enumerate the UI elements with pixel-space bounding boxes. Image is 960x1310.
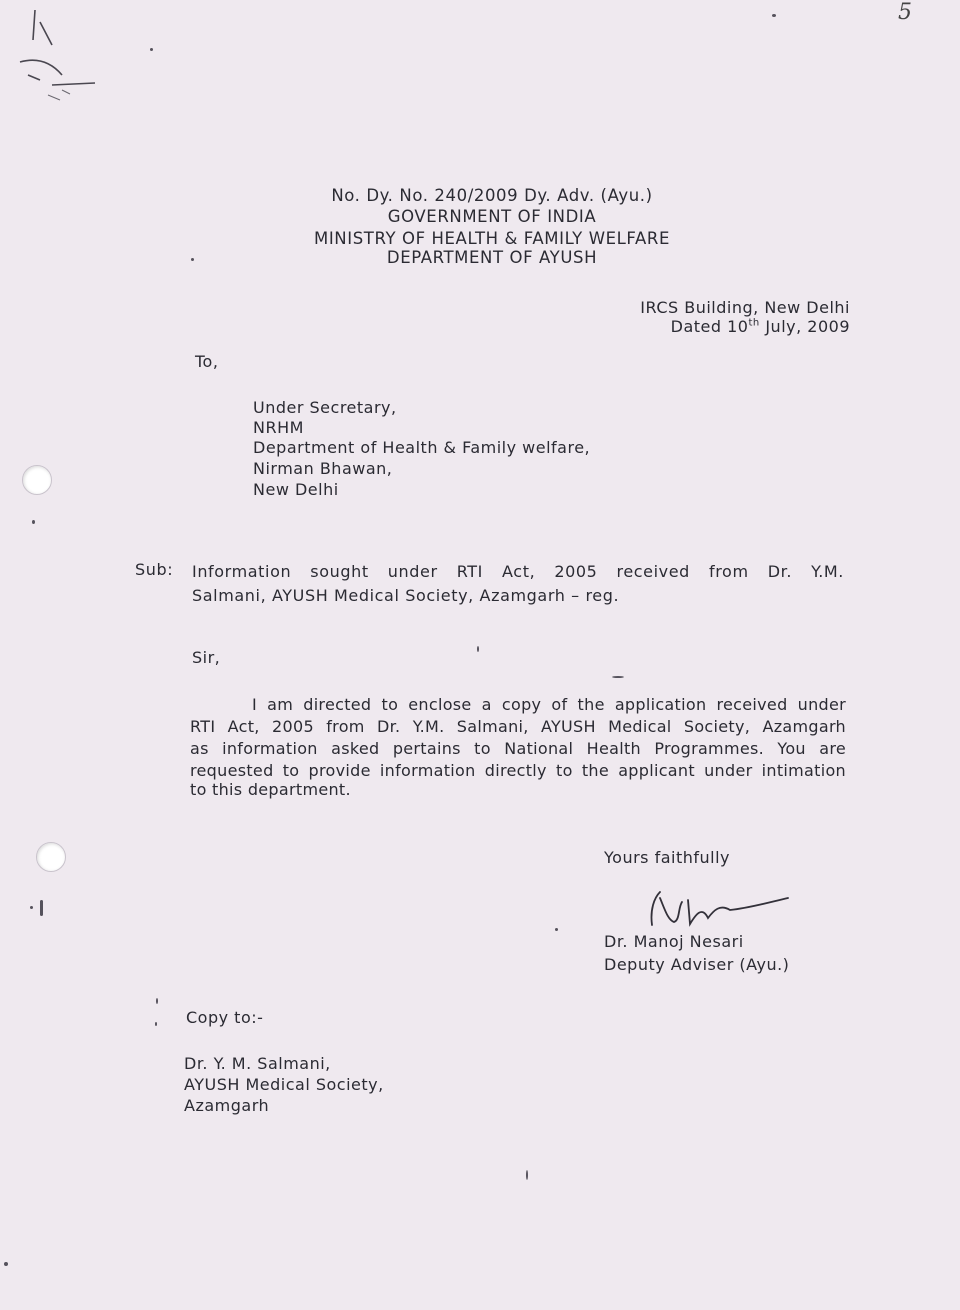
closing: Yours faithfully [604,848,731,867]
to-label: To, [195,352,219,371]
subject-line: Salmani, AYUSH Medical Society, Azamgarh – reg. [192,586,620,605]
copy-to-line: Dr. Y. M. Salmani, [184,1054,331,1073]
punch-hole [36,842,66,872]
addressee-line: Nirman Bhawan, [253,459,393,478]
ink-speck [150,48,153,51]
addressee-line: Under Secretary, [253,398,397,417]
body-line: to this department. [190,780,351,799]
date-line [671,317,850,336]
addressee-line: New Delhi [253,480,339,499]
copy-to-label: Copy to:- [186,1008,264,1027]
ink-speck [477,646,479,652]
ink-speck [156,998,158,1004]
date-suffix: July, 2009 [759,317,850,336]
date-prefix: Dated 10 [670,317,749,336]
copy-to-line: AYUSH Medical Society, [184,1075,384,1094]
body-line: RTI Act, 2005 from Dr. Y.M. Salmani, AYUSH Medical Society, Azamgarh [190,717,846,736]
ink-speck [526,1170,528,1180]
place: IRCS Building, New Delhi [640,298,850,317]
body-line: requested to provide information directly to the applicant under intimation [190,761,846,780]
ink-speck [612,676,624,678]
ink-speck [30,906,33,909]
addressee-line: Department of Health & Family welfare, [253,438,591,457]
ministry-heading: MINISTRY OF HEALTH & FAMILY WELFARE [314,229,670,248]
subject-label: Sub: [135,560,174,579]
ink-speck [155,1022,157,1026]
subject-line: Information sought under RTI Act, 2005 received from Dr. Y.M. [192,562,844,581]
ink-speck [4,1262,8,1266]
punch-hole [22,465,52,495]
signatory-name: Dr. Manoj Nesari [604,932,744,951]
government-heading: GOVERNMENT OF INDIA [387,207,597,226]
page-number: 5 [898,0,912,25]
salutation: Sir, [192,648,221,667]
copy-to-line: Azamgarh [184,1096,270,1115]
ink-speck [40,900,43,916]
ink-speck [191,258,194,261]
date-superscript: th [748,317,760,329]
ink-speck [32,520,35,524]
body-line: as information asked pertains to National Health Programmes. You are [190,739,846,758]
body-line: I am directed to enclose a copy of the application received under [252,695,846,714]
addressee-line: NRHM [253,418,304,437]
department-heading: DEPARTMENT OF AYUSH [386,248,598,267]
reference-number: No. Dy. No. 240/2009 Dy. Adv. (Ayu.) [331,186,653,205]
handwritten-signature [630,880,800,940]
ink-speck [555,928,558,931]
ink-speck [772,14,776,17]
margin-scribble [0,0,130,120]
signatory-designation: Deputy Adviser (Ayu.) [604,955,790,974]
